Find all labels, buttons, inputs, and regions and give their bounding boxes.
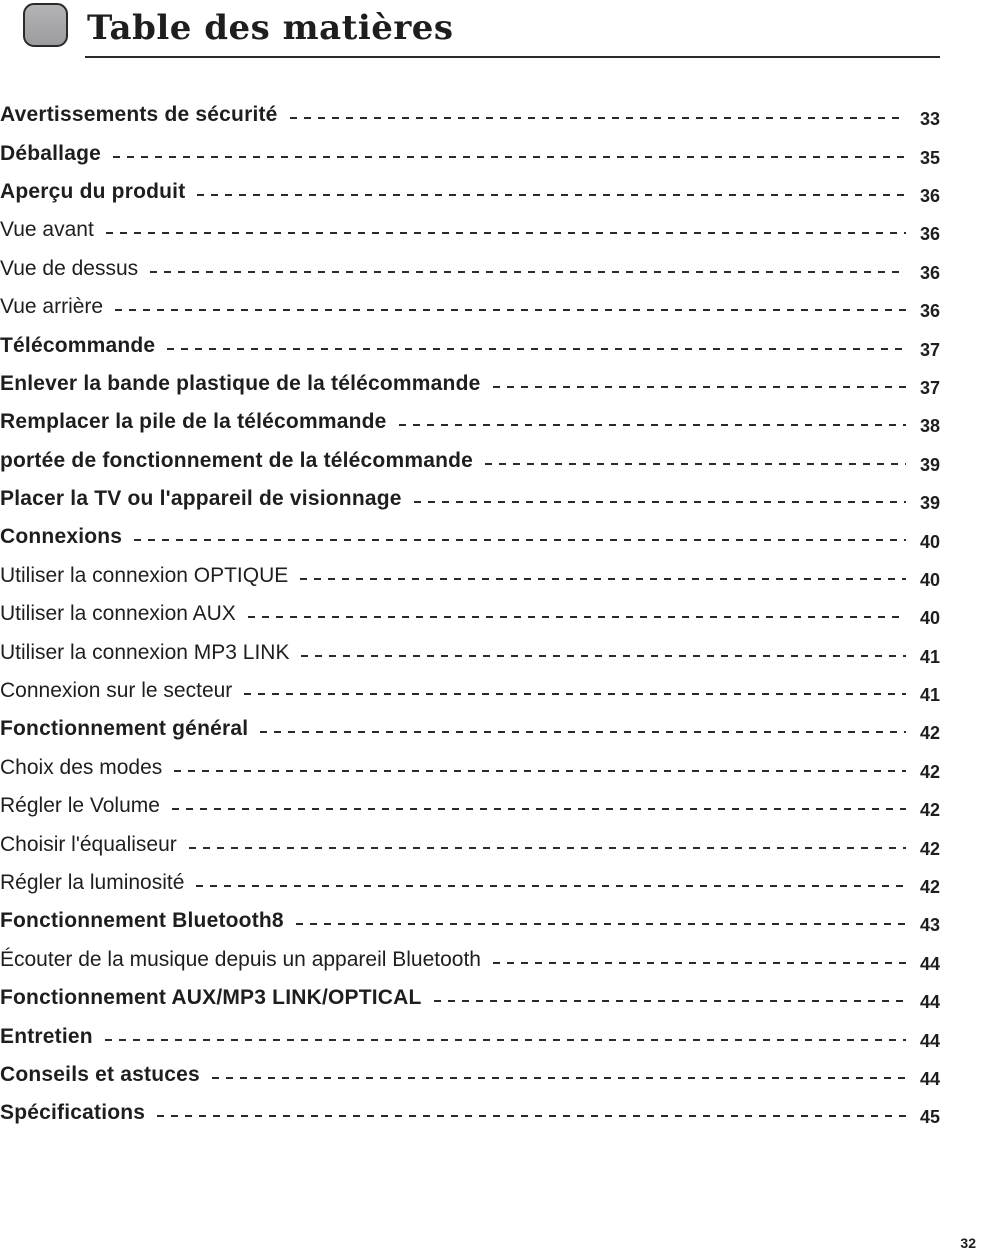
toc-entry[interactable]: [0, 326, 990, 364]
toc-entry-label: Enlever la bande plastique de la télécommande: [0, 371, 481, 395]
toc-entry-label: Connexions: [0, 525, 123, 549]
toc-dot-leader: [105, 1039, 906, 1041]
toc-dot-leader: [174, 770, 906, 772]
toc-entry-label: Déballage: [0, 141, 102, 165]
toc-dot-leader: [399, 424, 906, 426]
toc-entry-page: 44: [920, 1030, 941, 1051]
toc-entry[interactable]: [0, 633, 990, 671]
toc-entry-page: 36: [920, 185, 941, 206]
toc-entry-label: Remplacer la pile de la télécommande: [0, 410, 387, 434]
section-marker-box: [23, 3, 68, 47]
title-underline: [85, 56, 940, 58]
toc-entry-page: 42: [920, 723, 941, 744]
toc-entry-page: 37: [920, 339, 941, 360]
toc-entry-label: Télécommande: [0, 333, 156, 357]
toc-dot-leader: [300, 578, 906, 580]
toc-entry-label: Fonctionnement AUX/MP3 LINK/OPTICAL: [0, 986, 422, 1010]
toc-entry-page: 39: [920, 493, 941, 514]
toc-entry-label: Placer la TV ou l'appareil de visionnage: [0, 487, 402, 511]
toc-entry[interactable]: [0, 211, 990, 249]
toc-entry-page: 36: [920, 224, 941, 245]
toc-entry[interactable]: [0, 979, 990, 1017]
toc-dot-leader: [248, 616, 906, 618]
toc-entry-label: Avertissements de sécurité: [0, 103, 278, 127]
toc-entry-page: 39: [920, 454, 941, 475]
toc-entry-page: 40: [920, 569, 941, 590]
toc-entry-label: Régler la luminosité: [0, 871, 185, 894]
toc-dot-leader: [150, 271, 906, 273]
toc-dot-leader: [296, 923, 906, 925]
toc-entry-label: portée de fonctionnement de la télécommande: [0, 448, 474, 472]
toc-entry[interactable]: [0, 365, 990, 403]
toc-entry[interactable]: [0, 288, 990, 326]
toc-entry[interactable]: [0, 902, 990, 940]
toc-entry-label: Conseils et astuces: [0, 1062, 200, 1086]
toc-entry[interactable]: [0, 403, 990, 441]
toc-entry-page: 37: [920, 377, 941, 398]
toc-entry-page: 40: [920, 608, 941, 629]
toc-dot-leader: [414, 501, 906, 503]
toc-entry[interactable]: [0, 250, 990, 288]
toc-entry[interactable]: [0, 1094, 990, 1132]
toc-entry-label: Fonctionnement Bluetooth8: [0, 909, 284, 933]
toc-entry-page: 38: [920, 416, 941, 437]
page-number: 32: [960, 1235, 976, 1251]
toc-entry[interactable]: [0, 941, 990, 979]
page-header: [0, 0, 990, 70]
toc-dot-leader: [196, 885, 906, 887]
toc-entry[interactable]: [0, 825, 990, 863]
toc-entry[interactable]: [0, 672, 990, 710]
toc-entry-label: Spécifications: [0, 1101, 146, 1125]
toc-entry[interactable]: [0, 864, 990, 902]
toc-entry[interactable]: [0, 710, 990, 748]
toc-dot-leader: [172, 808, 906, 810]
toc-entry-page: 45: [920, 1107, 941, 1128]
toc-entry-page: 36: [920, 262, 941, 283]
toc-entry[interactable]: [0, 787, 990, 825]
toc-dot-leader: [301, 655, 906, 657]
toc-dot-leader: [157, 1115, 906, 1117]
toc-entry[interactable]: [0, 96, 990, 134]
toc-entry[interactable]: [0, 1056, 990, 1094]
toc-entry-label: Vue avant: [0, 218, 94, 242]
toc-entry-label: Utiliser la connexion MP3 LINK: [0, 640, 290, 664]
toc-entry[interactable]: [0, 749, 990, 787]
page-title: Table des matières: [87, 8, 454, 48]
toc-dot-leader: [189, 847, 906, 849]
toc-entry-label: Utiliser la connexion AUX: [0, 602, 236, 626]
toc-dot-leader: [106, 232, 906, 234]
toc-entry-page: 40: [920, 531, 941, 552]
toc-dot-leader: [167, 348, 906, 350]
toc-entry-page: 42: [920, 838, 941, 859]
toc-dot-leader: [113, 156, 906, 158]
toc-entry-page: 43: [920, 915, 941, 936]
toc-entry-label: Aperçu du produit: [0, 179, 186, 203]
toc-entry[interactable]: [0, 518, 990, 556]
toc-dot-leader: [260, 731, 906, 733]
toc-entry-label: Fonctionnement général: [0, 717, 249, 741]
toc-entry-label: Vue arrière: [0, 295, 104, 319]
toc-entry-page: 44: [920, 953, 941, 974]
toc-entry-label: Choix des modes: [0, 755, 163, 779]
table-of-contents: [0, 96, 990, 1133]
toc-dot-leader: [197, 194, 906, 196]
toc-entry-label: Connexion sur le secteur: [0, 679, 233, 703]
toc-entry-page: 42: [920, 800, 941, 821]
toc-entry-page: 35: [920, 147, 941, 168]
toc-entry-page: 41: [920, 646, 941, 667]
toc-entry[interactable]: [0, 557, 990, 595]
toc-entry-page: 42: [920, 877, 941, 898]
toc-dot-leader: [493, 962, 906, 964]
toc-entry-label: Utiliser la connexion OPTIQUE: [0, 563, 289, 587]
toc-dot-leader: [434, 1000, 906, 1002]
toc-dot-leader: [134, 539, 906, 541]
toc-entry[interactable]: [0, 480, 990, 518]
toc-entry-label: Écouter de la musique depuis un appareil Bluetooth: [0, 947, 481, 971]
toc-entry[interactable]: [0, 442, 990, 480]
toc-dot-leader: [493, 386, 907, 388]
toc-entry[interactable]: [0, 1017, 990, 1055]
toc-dot-leader: [115, 309, 906, 311]
toc-entry-page: 33: [920, 109, 941, 130]
toc-entry-page: 44: [920, 992, 941, 1013]
toc-entry-page: 42: [920, 761, 941, 782]
toc-entry-label: Choisir l'équaliseur: [0, 832, 177, 856]
toc-entry[interactable]: [0, 134, 990, 172]
toc-entry[interactable]: [0, 595, 990, 633]
toc-dot-leader: [244, 693, 906, 695]
toc-dot-leader: [212, 1077, 906, 1079]
toc-entry-label: Régler le Volume: [0, 794, 160, 818]
toc-entry-label: Entretien: [0, 1024, 93, 1048]
toc-entry-page: 36: [920, 301, 941, 322]
toc-entry[interactable]: [0, 173, 990, 211]
toc-dot-leader: [485, 463, 906, 465]
toc-entry-label: Vue de dessus: [0, 256, 139, 280]
toc-entry-page: 44: [920, 1068, 941, 1089]
toc-entry-page: 41: [920, 685, 941, 706]
toc-dot-leader: [290, 117, 906, 119]
